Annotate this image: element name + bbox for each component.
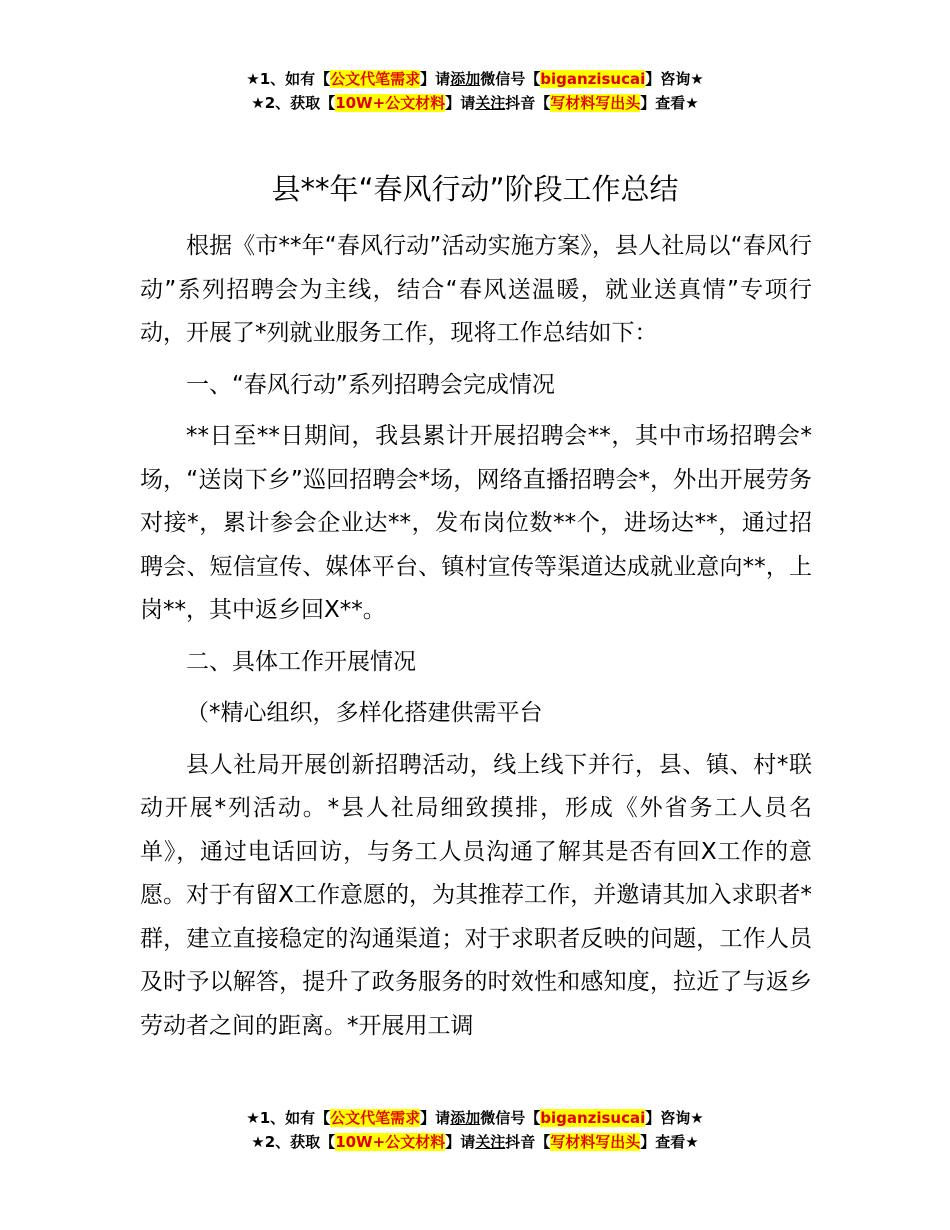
banner-line-1: ★1、如有【公文代笔需求】请添加微信号【biganzisucai】咨询★ xyxy=(246,70,704,88)
highlight-materials: 10W+公文材料 xyxy=(335,94,446,112)
highlight-wechat-id: biganzisucai xyxy=(540,70,646,88)
intro-paragraph: 根据《市**年“春风行动”活动实施方案》，县人社局以“春风行动”系列招聘会为主线，结合“春风送温暖，就业送真情”专项行动，开展了*列就业服务工作，现将工作总结如下： xyxy=(140,233,812,346)
highlight-wechat-id: biganzisucai xyxy=(540,1109,646,1127)
banner-line-2: ★2、获取【10W+公文材料】请关注抖音【写材料写出头】查看★ xyxy=(251,94,699,112)
banner-line-1: ★1、如有【公文代笔需求】请添加微信号【biganzisucai】咨询★ xyxy=(246,1109,704,1127)
section-heading-1: 一、“春风行动”系列招聘会完成情况 xyxy=(186,371,555,398)
subsection-heading-1: （*精心组织，多样化搭建供需平台 xyxy=(186,700,543,726)
highlight-ghostwriting: 公文代笔需求 xyxy=(330,70,421,88)
footer-banner xyxy=(0,1106,950,1154)
highlight-ghostwriting: 公文代笔需求 xyxy=(330,1109,421,1127)
highlight-materials: 10W+公文材料 xyxy=(335,1133,446,1151)
document-body xyxy=(140,225,812,1056)
banner-line-2: ★2、获取【10W+公文材料】请关注抖音【写材料写出头】查看★ xyxy=(251,1133,699,1151)
subsection-1-paragraph: 县人社局开展创新招聘活动，线上线下并行，县、镇、村*联动开展*列活动。*县人社局细致摸排，形成《外省务工人员名单》，通过电话回访，与务工人员沟通了解其是否有回X工作的意愿。对于有留X工作意愿的，为其推荐工作，并邀请其加入求职者*群，建立直接稳定的沟通渠道；对于求职者反映的问题，工作人员及时予以解答，提升了政务服务的时效性和感知度，拉近了与返乡劳动者之间的距离。*开展用工调 xyxy=(140,751,812,1039)
section-1-paragraph: **日至**日期间，我县累计开展招聘会**，其中市场招聘会*场，“送岗下乡”巡回招聘会*场，网络直播招聘会*，外出开展劳务对接*，累计参会企业达**，发布岗位数**个，进场达**，通过招聘会、短信宣传、媒体平台、镇村宣传等渠道达成就业意向**，上岗**，其中返乡回X**。 xyxy=(140,423,812,623)
highlight-douyin: 写材料写出头 xyxy=(550,94,641,112)
document-title: 县**年“春风行动”阶段工作总结 xyxy=(271,172,679,206)
header-banner xyxy=(0,67,950,115)
highlight-douyin: 写材料写出头 xyxy=(550,1133,641,1151)
section-heading-2: 二、具体工作开展情况 xyxy=(186,648,416,675)
